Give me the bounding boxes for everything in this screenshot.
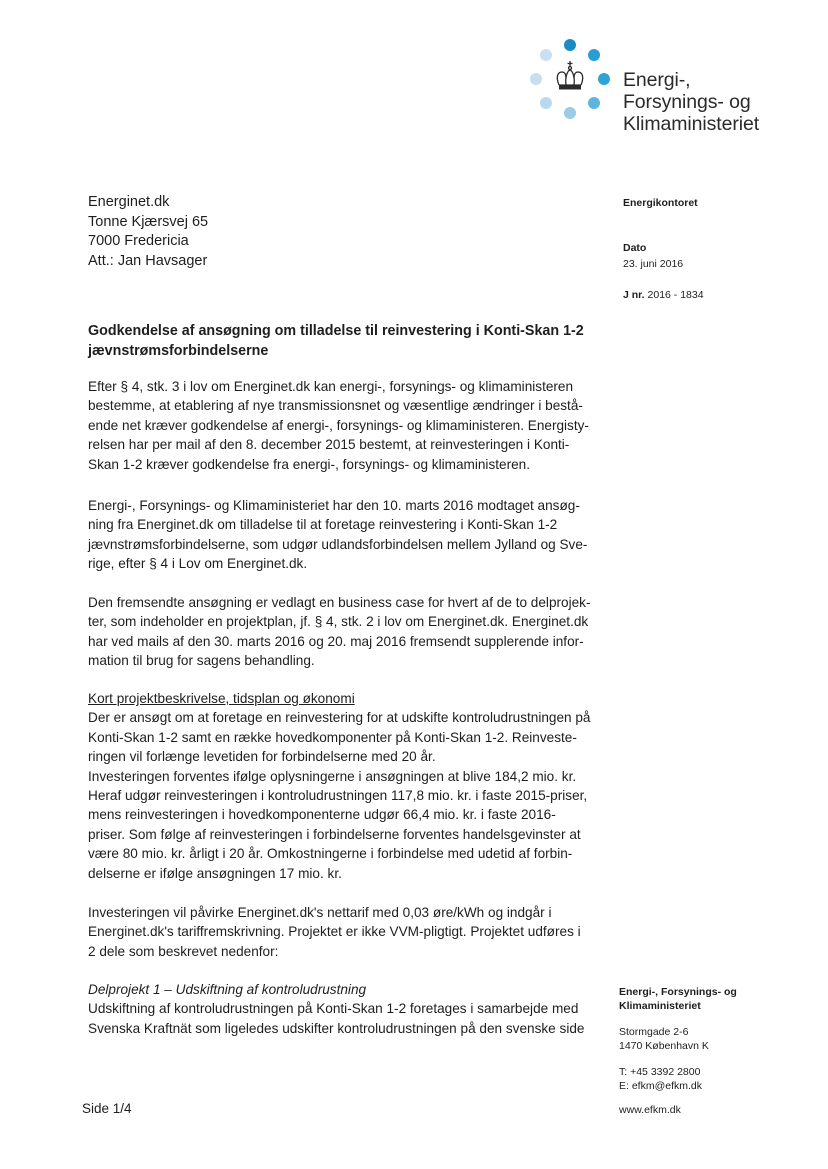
text-line: Energi-, Forsynings- og Klimaministeriet har den 10. marts 2016 modtaget ansøg-	[88, 498, 580, 513]
crown-icon	[553, 60, 587, 94]
text-line: ende net kræver godkendelse af energi-, forsynings- og klimaministeren. Energisty-	[88, 417, 589, 433]
date-label: Dato	[623, 242, 647, 254]
text-line: ning fra Energinet.dk om tilladelse til at foretage reinvestering i Konti-Skan 1-2	[88, 517, 558, 533]
logo-dot	[598, 73, 610, 85]
logo-dot	[540, 49, 552, 61]
date-value: 23. juni 2016	[623, 258, 684, 270]
logo-dot	[564, 39, 576, 51]
text-line: jævnstrømsforbindelserne, som udgør udlandsforbindelsen mellem Jylland og Sve-	[88, 536, 588, 552]
ministry-name-line: Energi-,	[623, 69, 691, 91]
ministry-name	[623, 69, 759, 135]
text-line: ringen vil forlænge levetiden for forbindelserne med 20 år.	[88, 749, 436, 765]
section-project-description	[88, 689, 608, 883]
footer-org	[619, 986, 737, 1013]
section-heading: Delprojekt 1 – Udskiftning af kontroludrustning	[88, 982, 367, 997]
text-line: rige, efter § 4 i Lov om Energinet.dk.	[88, 556, 308, 572]
text-line: Investeringen vil påvirke Energinet.dk's nettarif med 0,03 øre/kWh og indgår i	[88, 905, 552, 920]
footer-address-line: 1470 København K	[619, 1039, 709, 1052]
footer-phone: T: +45 3392 2800	[619, 1066, 701, 1078]
logo-dot	[530, 73, 542, 85]
section-subproject-1	[88, 980, 608, 1038]
ministry-logo	[525, 36, 615, 126]
footer-contact	[619, 1066, 702, 1093]
paragraph-legal-basis	[88, 377, 608, 474]
text-line: Svenska Kraftnät som ligeledes udskifter kontroludrustningen på den svenske side	[88, 1020, 585, 1036]
text-line: mation til brug for sagens behandling.	[88, 653, 315, 669]
recipient-line: Energinet.dk	[88, 194, 170, 210]
logo-dot	[564, 107, 576, 119]
paragraph-tariff	[88, 903, 608, 961]
text-line: Investeringen forventes ifølge oplysningerne i ansøgningen at blive 184,2 mio. kr.	[88, 768, 577, 784]
text-line: bestemme, at etablering af nye transmissionsnet og væsentlige ændringer i bestå-	[88, 398, 583, 414]
text-line: Den fremsendte ansøgning er vedlagt en business case for hvert af de to delprojek-	[88, 595, 591, 610]
footer-address	[619, 1026, 709, 1053]
footer-address-line: Stormgade 2-6	[619, 1026, 689, 1038]
text-line: har ved mails af den 30. marts 2016 og 20. maj 2016 fremsendt supplerende infor-	[88, 633, 584, 649]
text-line: Der er ansøgt om at foretage en reinvestering for at udskifte kontroludrustningen på	[88, 710, 591, 726]
section-heading: Kort projektbeskrivelse, tidsplan og økonomi	[88, 691, 355, 706]
text-line: relsen har per mail af den 8. december 2015 bestemt, at reinvesteringen i Konti-	[88, 437, 570, 453]
page-number: Side 1/4	[82, 1101, 132, 1116]
text-line: Heraf udgør reinvesteringen i kontroludrustningen 117,8 mio. kr. i faste 2015-priser,	[88, 788, 588, 804]
text-line: Efter § 4, stk. 3 i lov om Energinet.dk kan energi-, forsynings- og klimaministeren	[88, 379, 574, 394]
recipient-line: Tonne Kjærsvej 65	[88, 213, 209, 230]
text-line: Konti-Skan 1-2 samt en række hovedkomponenter på Konti-Skan 1-2. Reinveste-	[88, 729, 577, 745]
logo-dot	[540, 97, 552, 109]
recipient-line: 7000 Fredericia	[88, 233, 189, 249]
footer-org-line: Energi-, Forsynings- og	[619, 986, 737, 998]
letter-subject	[88, 322, 608, 361]
ministry-name-line: Klimaministeriet	[623, 113, 760, 135]
text-line: Energinet.dk's tariffremskrivning. Projektet er ikke VVM-pligtigt. Projektet udføres i	[88, 924, 581, 940]
text-line: priser. Som følge af reinvesteringen i forbindelserne forventes handelsgevinster at	[88, 826, 581, 842]
text-line: ter, som indeholder en projektplan, jf. § 4, stk. 2 i lov om Energinet.dk. Energinet.dk	[88, 614, 589, 630]
footer-email[interactable]: E: efkm@efkm.dk	[619, 1079, 703, 1092]
text-line: mens reinvesteringen i hovedkomponenterne udgør 66,4 mio. kr. i faste 2016-	[88, 807, 556, 823]
subject-line: Godkendelse af ansøgning om tilladelse til reinvestering i Konti-Skan 1-2	[88, 323, 584, 339]
paragraph-business-case	[88, 593, 608, 671]
text-line: Udskiftning af kontroludrustningen på Konti-Skan 1-2 foretages i samarbejde med	[88, 1001, 579, 1017]
journal-number	[623, 288, 704, 303]
logo-dot	[588, 49, 600, 61]
footer-org-line: Klimaministeriet	[619, 999, 701, 1012]
recipient-line: Att.: Jan Havsager	[88, 252, 208, 269]
footer-website[interactable]: www.efkm.dk	[619, 1104, 681, 1116]
office-name: Energikontoret	[623, 197, 698, 209]
text-line: 2 dele som beskrevet nedenfor:	[88, 943, 279, 959]
text-line: delserne er ifølge ansøgningen 17 mio. kr.	[88, 865, 342, 881]
logo-dot	[588, 97, 600, 109]
journal-number-value: 2016 - 1834	[647, 289, 704, 301]
ministry-name-line: Forsynings- og	[623, 91, 751, 113]
paragraph-application	[88, 496, 608, 574]
text-line: være 80 mio. kr. årligt i 20 år. Omkostningerne i forbindelse med udetid af forbin-	[88, 846, 573, 862]
journal-number-label: J nr.	[623, 289, 645, 301]
subject-line: jævnstrømsforbindelserne	[88, 342, 269, 359]
text-line: Skan 1-2 kræver godkendelse fra energi-, forsynings- og klimaministeren.	[88, 456, 530, 472]
recipient-address	[88, 193, 208, 271]
